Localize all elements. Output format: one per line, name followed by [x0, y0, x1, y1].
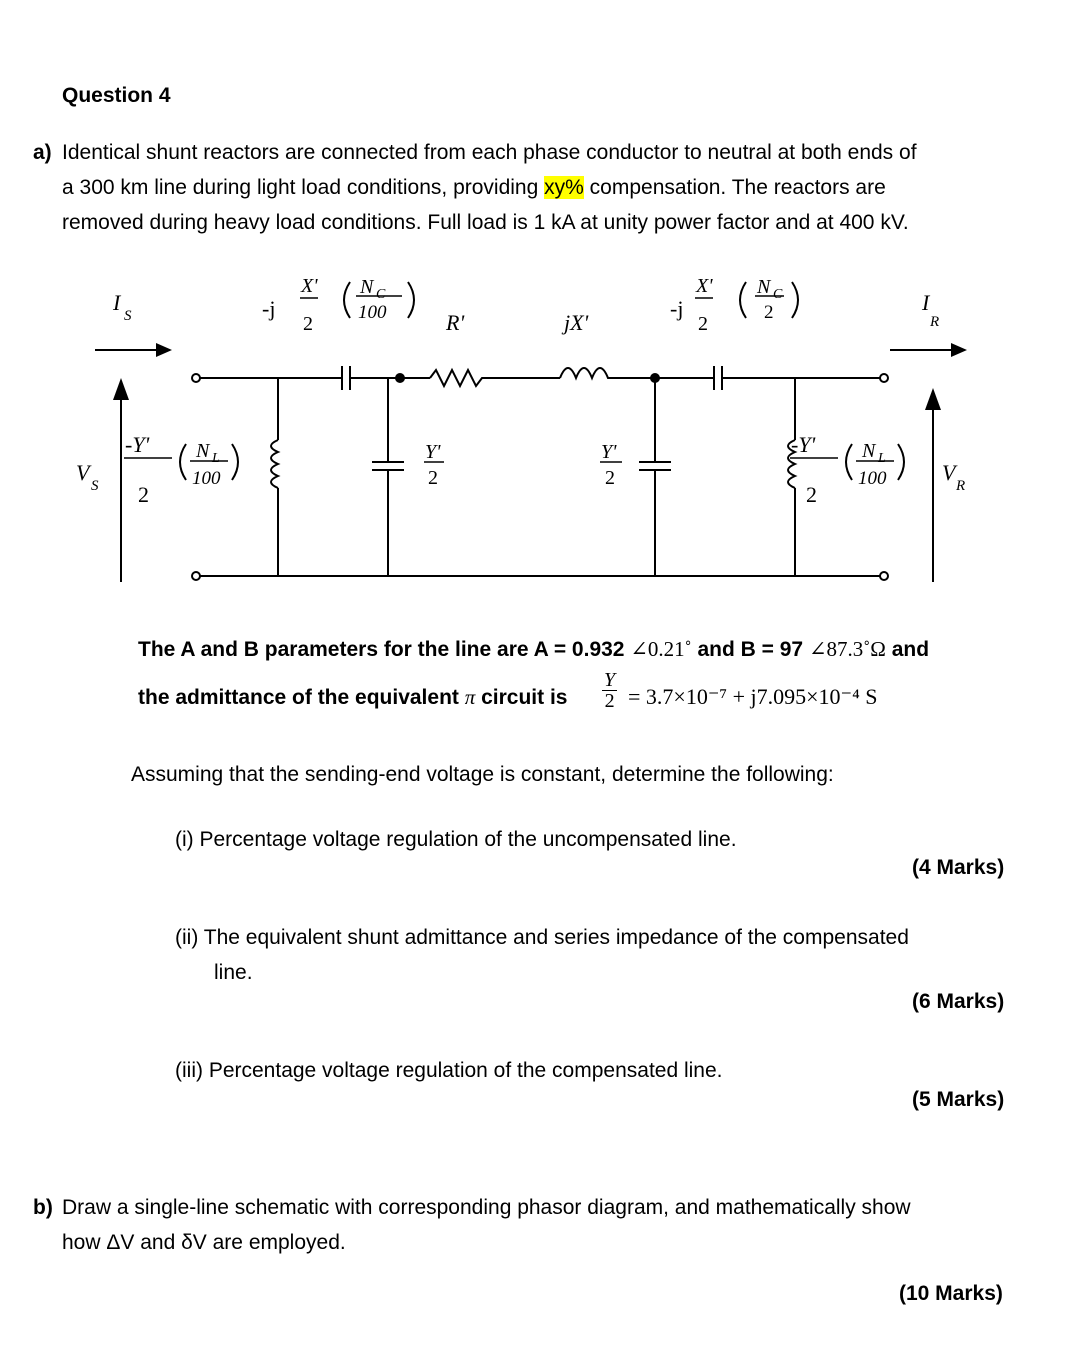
assumption-text: Assuming that the sending-end voltage is constant, determine the following:	[131, 763, 834, 786]
item-i-text: (i) Percentage voltage regulation of the uncompensated line.	[175, 828, 737, 851]
pi-symbol: π	[464, 685, 476, 709]
admittance-value: = 3.7×10⁻⁷ + j7.095×10⁻⁴ S	[628, 684, 878, 709]
item-ii-marks: (6 Marks)	[912, 990, 1005, 1013]
cap-right-paren-sub: C	[773, 287, 783, 302]
part-a-label: a)	[33, 141, 52, 164]
ycap-left-den: 2	[428, 467, 438, 489]
highlighted-compensation: xy%	[544, 176, 584, 199]
cap-right-paren-den: 2	[764, 302, 774, 323]
part-b-marks: (10 Marks)	[899, 1282, 1003, 1305]
cap-left-paren-den: 100	[358, 302, 387, 323]
params-line2: the admittance of the equivalent π circuit is	[138, 685, 568, 709]
is-label: I	[113, 290, 121, 315]
item-iii-marks: (5 Marks)	[912, 1088, 1005, 1111]
resistor-label: R'	[446, 310, 465, 335]
part-a-line3: removed during heavy load conditions. Full load is 1 kA at unity power factor and at 400 kV.	[62, 211, 909, 234]
vr-label: V	[942, 460, 956, 485]
item-iii-text: (iii) Percentage voltage regulation of the compensated line.	[175, 1059, 723, 1082]
part-b-label: b)	[33, 1196, 53, 1219]
is-subscript: S	[124, 308, 132, 324]
cap-right-frac-den: 2	[698, 313, 708, 335]
cap-right-frac-num: X'	[696, 275, 713, 297]
cap-left-frac-den: 2	[303, 313, 313, 335]
params-line1: The A and B parameters for the line are A = 0.932 ∠0.21˚ and B = 97 ∠87.3˚Ω and	[138, 637, 930, 661]
cap-left-prefix: -j	[262, 296, 276, 321]
shunt-left-paren-num: N	[196, 440, 210, 462]
ir-subscript: R	[930, 314, 940, 330]
ycap-right-den: 2	[605, 467, 615, 489]
shunt-right-paren-sub: L	[878, 451, 886, 466]
item-ii-text: (ii) The equivalent shunt admittance and series impedance of the compensated	[175, 926, 909, 949]
shunt-left-frac-num: -Y'	[125, 432, 150, 457]
ycap-right-num: Y'	[601, 441, 617, 463]
cap-right-prefix: -j	[670, 296, 684, 321]
shunt-left-frac-den: 2	[138, 482, 149, 507]
shunt-left-paren-sub: L	[212, 451, 220, 466]
shunt-right-frac-den: 2	[806, 482, 817, 507]
admittance-fraction: $\frac{Y}{2}$	[604, 669, 616, 712]
question-title: Question 4	[62, 84, 171, 107]
ycap-left-num: Y'	[425, 441, 441, 463]
angle-b: ∠87.3˚Ω	[808, 637, 886, 661]
cap-left-frac-num: X'	[301, 275, 318, 297]
shunt-right-paren-den: 100	[858, 468, 887, 489]
vr-subscript: R	[956, 478, 966, 494]
part-b-line2: how ΔV and δV are employed.	[62, 1231, 346, 1254]
part-a-line1: Identical shunt reactors are connected from each phase conductor to neutral at both ends of	[62, 141, 917, 164]
angle-a: ∠0.21˚	[630, 637, 692, 661]
cap-left-paren-num: N	[360, 276, 374, 298]
shunt-left-paren-den: 100	[192, 468, 221, 489]
vs-subscript: S	[91, 478, 99, 494]
shunt-right-frac-num: -Y'	[791, 432, 816, 457]
inductor-label: jX'	[564, 310, 589, 335]
cap-left-paren-sub: C	[376, 287, 386, 302]
ir-label: I	[922, 290, 930, 315]
item-i-marks: (4 Marks)	[912, 856, 1005, 879]
shunt-right-paren-num: N	[862, 440, 876, 462]
item-ii-text-cont: line.	[214, 961, 253, 984]
part-b-line1: Draw a single-line schematic with corresponding phasor diagram, and mathematically show	[62, 1196, 911, 1219]
cap-right-paren-num: N	[757, 276, 771, 298]
part-a-line2: a 300 km line during light load conditions, providing xy% compensation. The reactors are	[62, 176, 886, 199]
vs-label: V	[76, 460, 90, 485]
circuit-diagram	[0, 260, 1080, 600]
